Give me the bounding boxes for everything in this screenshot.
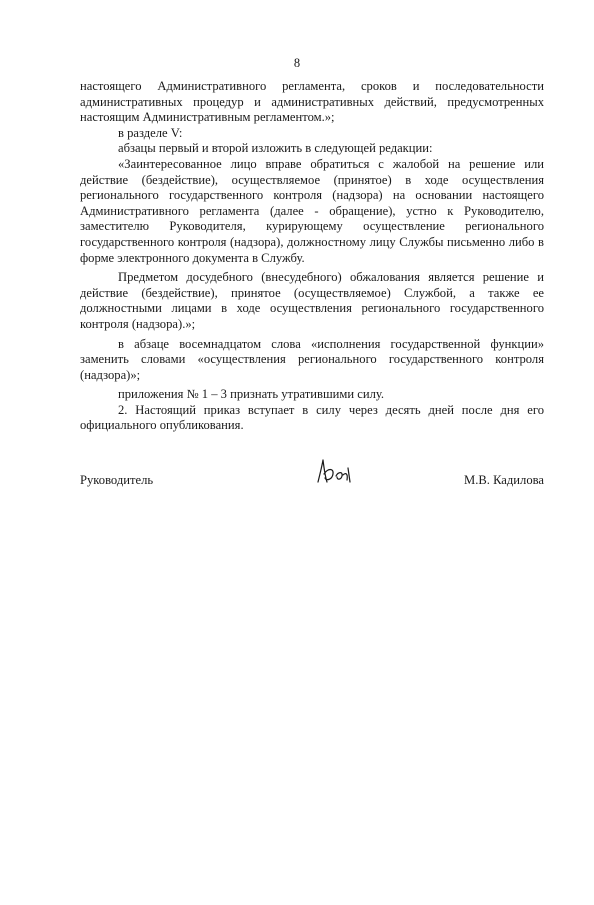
document-body bbox=[80, 79, 544, 434]
paragraph-edit-instruction: абзацы первый и второй изложить в следующей редакции: bbox=[118, 141, 433, 156]
paragraph-complaint-right: «Заинтересованное лицо вправе обратиться с жалобой на решение или действие (бездействие), осуществляемое (принятое) в ходе осуществления регионального государственного контроля (надзора) на основании настоящего Административного регламента (далее - обращение), устно к Руководителю, заместителю Руководителя, курирующему осуществление регионального государственного контроля (надзора), должностному лицу Службы письменно либо в форме электронного документа в Службу. bbox=[80, 156, 544, 265]
handwritten-signature bbox=[310, 456, 360, 488]
signatory-title: Руководитель bbox=[80, 473, 154, 487]
paragraph-replace-words: в абзаце восемнадцатом слова «исполнения государственной функции» заменить словами «осуществления регионального государственного контроля (надзора)»; bbox=[80, 336, 544, 382]
paragraph-continuation: настоящего Административного регламента, сроков и последовательности административных процедур и административных действий, предусмотренных настоящим Административным регламентом.»; bbox=[80, 79, 544, 125]
paragraph-annexes-void: приложения № 1 – 3 признать утратившими силу. bbox=[118, 387, 385, 402]
page-number: 8 bbox=[293, 56, 301, 70]
signature-block bbox=[80, 456, 544, 496]
paragraph-section-v: в разделе V: bbox=[118, 125, 183, 140]
paragraph-appeal-subject: Предметом досудебного (внесудебного) обжалования является решение и действие (бездействие), принятое (осуществляемое) Службой, а также ее должностными лицами в ходе осуществления регионального государственного контроля (надзора).»; bbox=[80, 270, 544, 331]
paragraph-effective-date: 2. Настоящий приказ вступает в силу через десять дней после дня его официального опубликования. bbox=[80, 402, 544, 433]
signatory-name: М.В. Кадилова bbox=[464, 473, 544, 487]
